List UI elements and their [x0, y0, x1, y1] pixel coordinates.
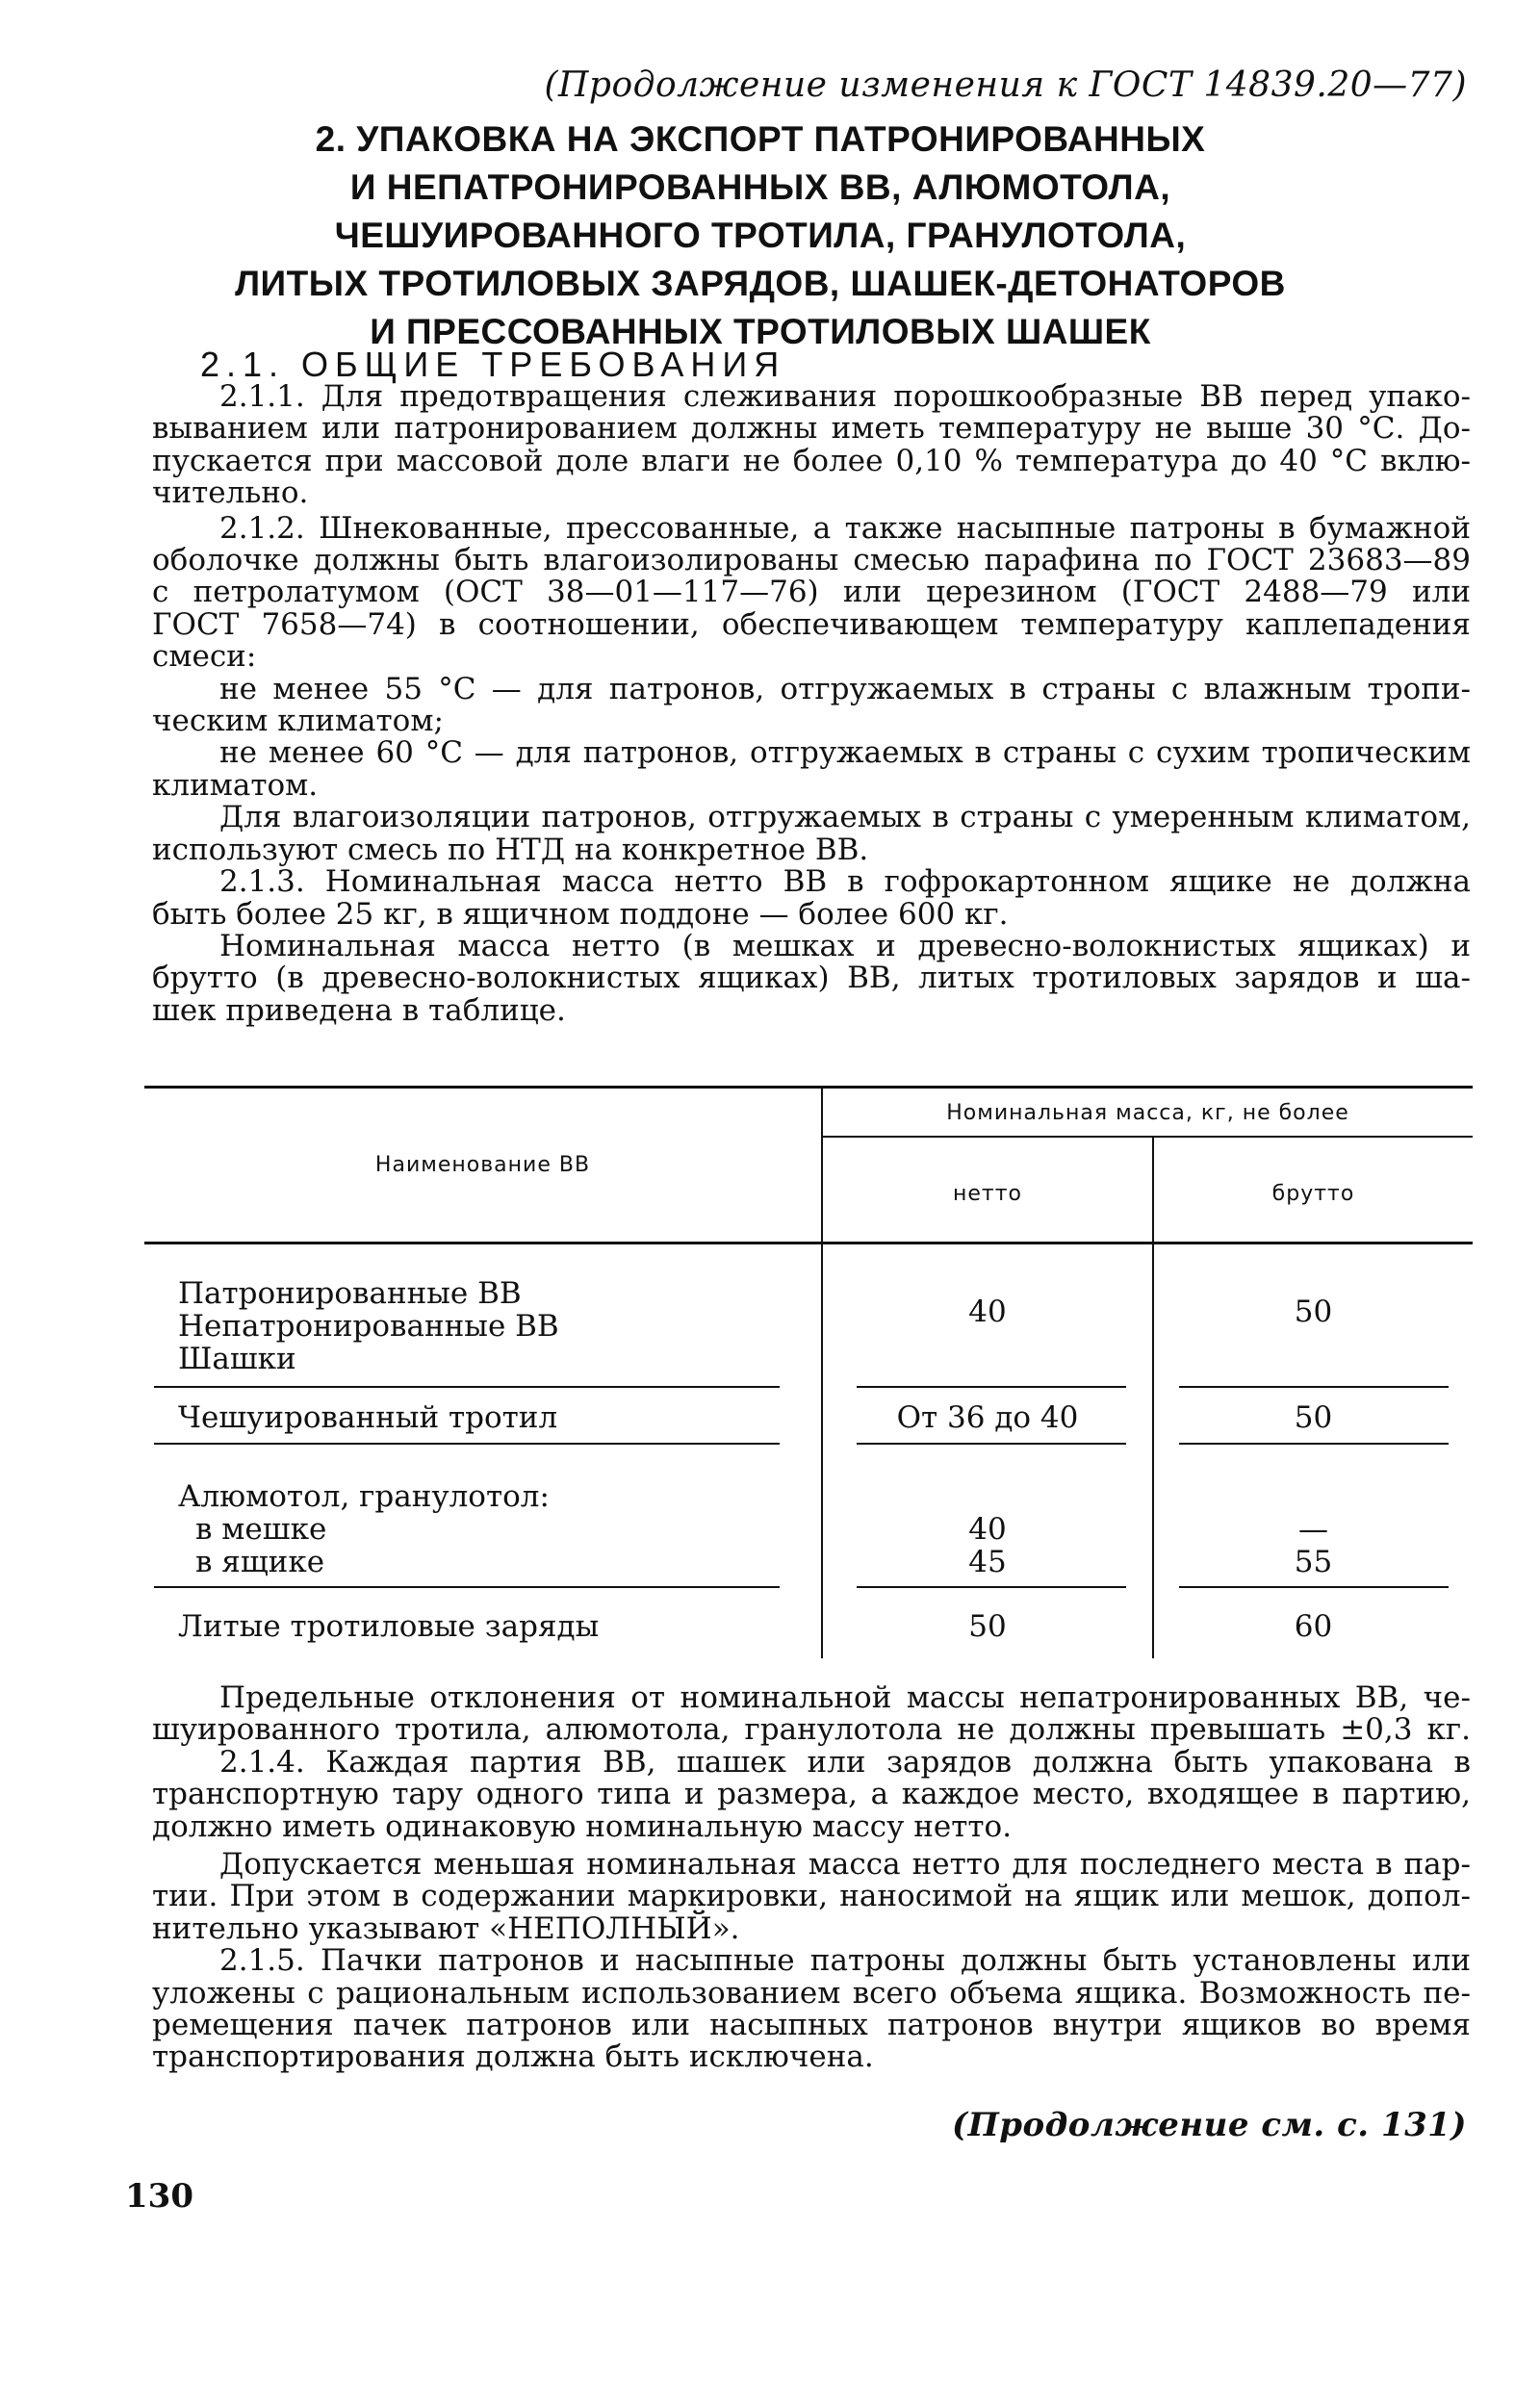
text-line: Для влагоизоляции патронов, отгружаемых в страны с умеренным климатом,	[219, 800, 1471, 835]
text-line: шуированного тротила, алюмотола, гранулотола не должны превышать ±0,3 кг.	[152, 1712, 1471, 1748]
table-rule	[857, 1386, 1126, 1388]
section-title-line: И НЕПАТРОНИРОВАННЫХ ВВ, АЛЮМОТОЛА,	[349, 167, 1171, 207]
net-value: 40	[968, 1512, 1007, 1547]
table-cell-gross: 50	[1294, 1295, 1333, 1329]
net-value: 45	[968, 1545, 1007, 1579]
text-line: Номинальная масса нетто (в мешках и древесно-волокнистых ящиках) и	[219, 928, 1471, 963]
paragraph	[152, 928, 1471, 963]
text-line: шек приведена в таблице.	[152, 992, 566, 1028]
table-cell-gross	[1154, 1513, 1473, 1578]
table-rule	[857, 1443, 1126, 1445]
text-line: 2.1.2. Шнекованные, прессованные, а также насыпные патроны в бумажной	[219, 510, 1471, 546]
paragraph	[152, 866, 1471, 898]
paragraph	[152, 1744, 1471, 1780]
row-name-line: Непатронированные ВВ	[178, 1309, 559, 1344]
table-cell-net: От 36 до 40	[896, 1400, 1079, 1435]
row-name-line: в ящике	[195, 1545, 325, 1579]
table-rule	[144, 1086, 1473, 1089]
row-name-line: Шашки	[178, 1342, 296, 1376]
table-cell-net: 50	[968, 1609, 1007, 1644]
paragraph	[152, 1945, 1471, 1977]
table-cell-name	[178, 1480, 550, 1578]
text-line: с петролатумом (ОСТ 38—01—117—76) или церезином (ГОСТ 2488—79 или	[152, 575, 1471, 610]
table-rule	[154, 1586, 780, 1588]
text-line: нительно указывают «НЕПОЛНЫЙ».	[152, 1910, 740, 1946]
section-title-line: 2. УПАКОВКА НА ЭКСПОРТ ПАТРОНИРОВАННЫХ	[315, 119, 1206, 159]
text-line: не менее 55 °С — для патронов, отгружаемых в страны с влажным тропи-	[219, 671, 1471, 706]
text-line: ческим климатом;	[152, 704, 444, 739]
section-title	[154, 115, 1367, 356]
paragraph	[152, 1682, 1471, 1714]
text-line: тии. При этом в содержании маркировки, наносимой на ящик или мешок, допол-	[152, 1879, 1471, 1914]
running-head: (Продолжение изменения к ГОСТ 14839.20—77)	[544, 65, 1467, 105]
table-cell-name: Чешуированный тротил	[178, 1400, 558, 1435]
continuation-note: (Продолжение см. с. 131)	[952, 2106, 1467, 2144]
text-line: 2.1.1. Для предотвращения слеживания порошкообразные ВВ перед упако-	[219, 379, 1471, 414]
gross-value: 55	[1294, 1545, 1333, 1579]
text-line: выванием или патронированием должны иметь температуру не выше 30 °С. До-	[152, 411, 1471, 447]
row-name-line: Патронированные ВВ	[178, 1276, 522, 1311]
table-rule	[154, 1443, 780, 1445]
table-cell-gross: 60	[1294, 1609, 1333, 1644]
table-rule	[154, 1386, 780, 1388]
text-line: брутто (в древесно-волокнистых ящиках) ВВ, литых тротиловых зарядов и ша-	[152, 961, 1471, 996]
text-line: 2.1.5. Пачки патронов и насыпные патроны должны быть установлены или	[219, 1943, 1471, 1979]
table-cell-name	[178, 1277, 559, 1375]
table-rule	[1179, 1386, 1449, 1388]
row-name-line: Алюмотол, гранулотол:	[178, 1479, 550, 1514]
paragraph	[152, 510, 1471, 546]
body-text-top	[152, 381, 1471, 1027]
table-cell-net	[823, 1513, 1152, 1578]
table-rule	[857, 1586, 1126, 1588]
text-line: ремещения пачек патронов или насыпных патронов внутри ящиков во время	[152, 2008, 1471, 2043]
section-title-line: ЧЕШУИРОВАННОГО ТРОТИЛА, ГРАНУЛОТОЛА,	[334, 216, 1187, 255]
text-line: климатом.	[152, 767, 319, 803]
text-line: 2.1.4. Каждая партия ВВ, шашек или зарядов должна быть упакована в	[219, 1744, 1471, 1780]
gross-value: —	[1298, 1512, 1328, 1547]
section-title-line: И ПРЕССОВАННЫХ ТРОТИЛОВЫХ ШАШЕК	[370, 312, 1151, 351]
table-rule	[1179, 1586, 1449, 1588]
table-rule	[144, 1242, 1473, 1244]
column-header-mass: Номинальная масса, кг, не более	[946, 1101, 1349, 1125]
mass-table	[144, 1086, 1473, 1663]
text-line: должно иметь одинаковую номинальную массу нетто.	[152, 1808, 1013, 1844]
text-line: используют смесь по НТД на конкретное ВВ.	[152, 832, 869, 867]
paragraph	[152, 671, 1471, 706]
table-cell-net: 40	[968, 1295, 1007, 1329]
text-line: транспортирования должна быть исключена.	[152, 2039, 874, 2075]
text-line: 2.1.3. Номинальная масса нетто ВВ в гофрокартонном ящике не должна	[219, 864, 1471, 900]
paragraph	[152, 381, 1471, 413]
body-text-bottom	[152, 1682, 1471, 2074]
paragraph	[152, 737, 1471, 769]
row-name-line: в мешке	[195, 1512, 327, 1547]
text-line: транспортную тару одного типа и размера, а каждое место, входящее в партию,	[152, 1777, 1471, 1812]
text-line: ГОСТ 7658—74) в соотношении, обеспечивающем температуру каплепадения	[152, 606, 1471, 642]
text-line: чительно.	[152, 475, 309, 511]
section-title-line: ЛИТЫХ ТРОТИЛОВЫХ ЗАРЯДОВ, ШАШЕК-ДЕТОНАТОРОВ	[235, 264, 1286, 303]
text-line: пускается при массовой доле влаги не более 0,10 % температура до 40 °С вклю-	[152, 443, 1471, 478]
paragraph	[152, 802, 1471, 833]
column-header-gross: брутто	[1271, 1182, 1355, 1206]
text-line: быть более 25 кг, в ящичном поддоне — более 600 кг.	[152, 896, 1009, 932]
column-header-name: Наименование ВВ	[374, 1153, 591, 1177]
text-line: смеси:	[152, 639, 257, 675]
page-number: 130	[125, 2177, 193, 2216]
text-line: не менее 60 °С — для патронов, отгружаемых в страны с сухим тропическим	[219, 735, 1471, 771]
text-line: оболочке должны быть влагоизолированы смесью парафина по ГОСТ 23683—89	[152, 543, 1471, 578]
paragraph	[152, 1849, 1471, 1881]
text-line: Допускается меньшая номинальная масса нетто для последнего места в пар-	[219, 1847, 1471, 1883]
table-cell-gross: 50	[1294, 1400, 1333, 1435]
subsection-heading: 2.1. ОБЩИЕ ТРЕБОВАНИЯ	[200, 345, 786, 384]
table-cell-name: Литые тротиловые заряды	[178, 1609, 600, 1644]
text-line: уложены с рациональным использованием всего объема ящика. Возможность пе-	[152, 1975, 1471, 2011]
table-rule	[821, 1136, 1473, 1138]
column-header-net: нетто	[952, 1182, 1022, 1206]
table-rule	[1179, 1443, 1449, 1445]
text-line: Предельные отклонения от номинальной массы непатронированных ВВ, че-	[219, 1680, 1471, 1715]
